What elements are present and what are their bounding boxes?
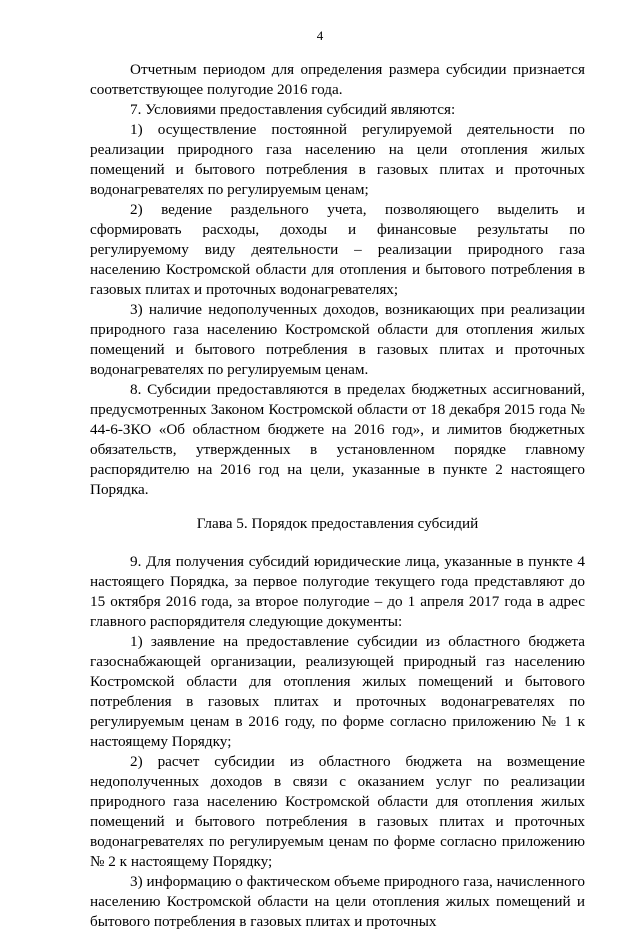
paragraph-9-item-2: 2) расчет субсидии из областного бюджета на возмещение недополученных доходов в связи с оказанием услуг по реализации природного газа населению Костромской области для отопления жилых помещений и бытового потребления в газовых плитах и проточных водонагревателях по регулируемым ценам по форме согласно приложению № 2 к настоящему Порядку; xyxy=(90,753,585,870)
paragraph-7-item-1: 1) осуществление постоянной регулируемой деятельности по реализации природного газа населению на цели отопления жилых помещений и бытового потребления в газовых плитах и проточных водонагревателях по регулируемым ценам; xyxy=(90,121,585,198)
paragraph-9-item-3: 3) информацию о фактическом объеме природного газа, начисленного населению Костромской области на цели отопления жилых помещений и бытового потребления в газовых плитах и проточных xyxy=(90,873,585,930)
paragraph-9-item-1: 1) заявление на предоставление субсидии из областного бюджета газоснабжающей организации, реализующей природный газ населению Костромской области для отопления жилых помещений и бытового потребления в газовых плитах и проточных водонагревателях по регулируемым ценам в 2016 году, по форме согласно приложению № 1 к настоящему Порядку; xyxy=(90,633,585,750)
paragraph-7-item-3: 3) наличие недополученных доходов, возникающих при реализации природного газа населению Костромской области для отопления жилых помещений и бытового потребления в газовых плитах и проточных водонагревателях по регулируемым ценам. xyxy=(90,301,585,378)
paragraph-9-documents: 9. Для получения субсидий юридические лица, указанные в пункте 4 настоящего Порядка, за первое полугодие текущего года представляют до 15 октября 2016 года, за второе полугодие – до 1 апреля 2017 года в адрес главного распорядителя следующие документы: xyxy=(90,553,585,630)
paragraph-reporting-period: Отчетным периодом для определения размера субсидии признается соответствующее полугодие 2016 года. xyxy=(90,61,585,98)
paragraph-7-item-2: 2) ведение раздельного учета, позволяющего выделить и сформировать расходы, доходы и финансовые результаты по регулируемому виду деятельности – реализации природного газа населению Костромской области для отопления и бытового потребления в газовых плитах и проточных водонагревателях; xyxy=(90,201,585,298)
paragraph-8-budget: 8. Субсидии предоставляются в пределах бюджетных ассигнований, предусмотренных Законом Костромской области от 18 декабря 2015 года № 44-6-ЗКО «Об областном бюджете на 2016 год», и лимитов бюджетных обязательств, утвержденных в установленном порядке главному распорядителю на 2016 год на цели, указанные в пункте 2 настоящего Порядка. xyxy=(90,381,585,498)
page-number: 4 xyxy=(316,28,324,43)
chapter-heading: Глава 5. Порядок предоставления субсидий xyxy=(196,515,479,532)
paragraph-7-conditions: 7. Условиями предоставления субсидий являются: xyxy=(130,101,456,118)
document-body xyxy=(90,60,585,932)
